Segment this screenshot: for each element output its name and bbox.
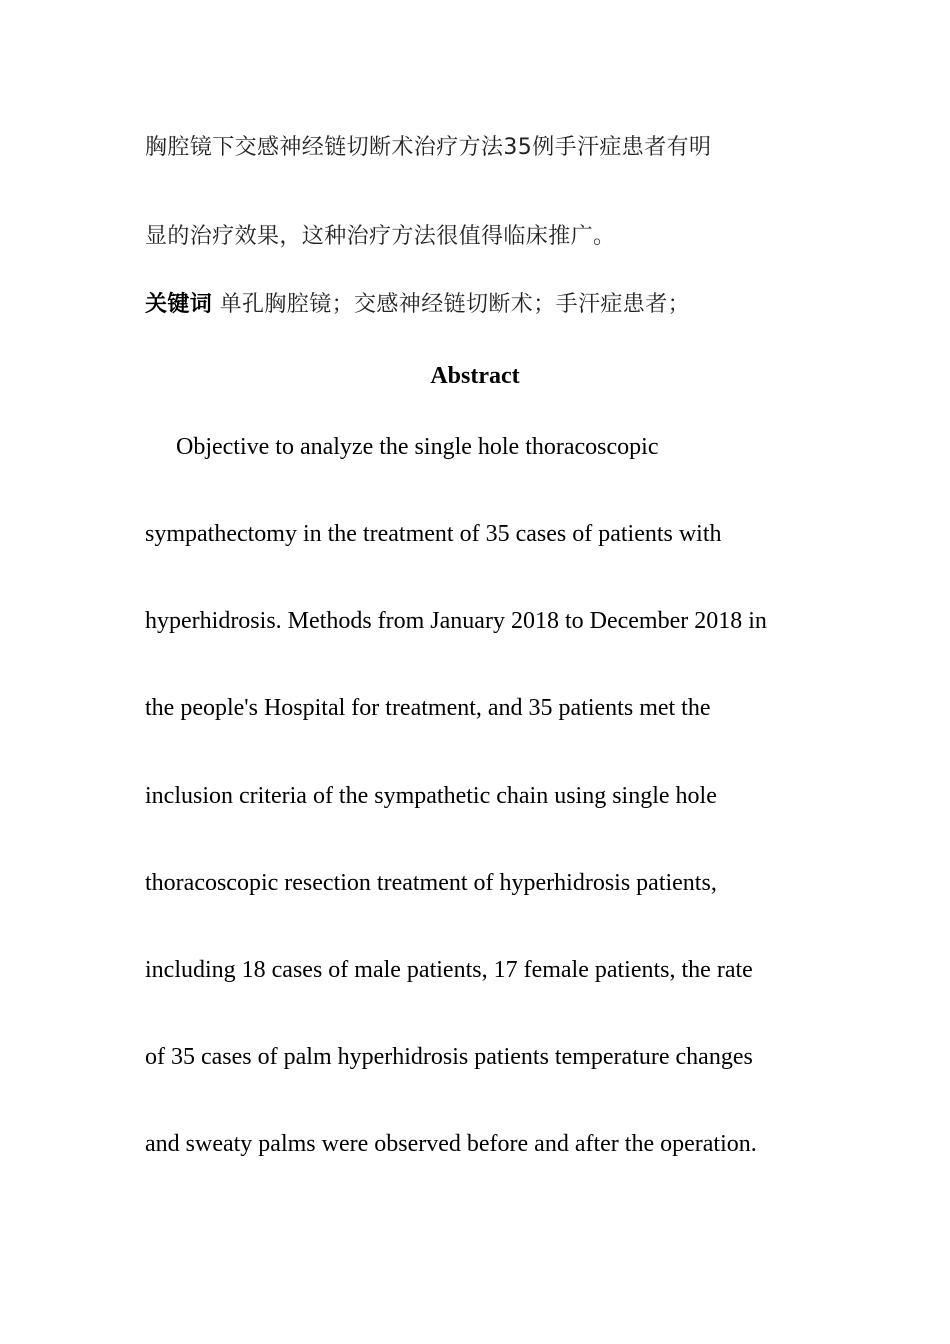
abstract-line: inclusion criteria of the sympathetic chain using single hole	[145, 783, 717, 809]
abstract-line: sympathectomy in the treatment of 35 cases of patients with	[145, 521, 722, 547]
abstract-line: the people's Hospital for treatment, and 35 patients met the	[145, 695, 711, 721]
keywords-text: 单孔胸腔镜；交感神经链切断术；手汗症患者；	[219, 292, 691, 317]
chinese-abstract-line: 胸腔镜下交感神经链切断术治疗方法35例手汗症患者有明	[145, 135, 712, 160]
abstract-line: and sweaty palms were observed before and after the operation.	[145, 1131, 757, 1157]
abstract-line: including 18 cases of male patients, 17 female patients, the rate	[145, 957, 753, 983]
chinese-abstract-line: 显的治疗效果，这种治疗方法很值得临床推广。	[145, 224, 616, 249]
abstract-line: of 35 cases of palm hyperhidrosis patients temperature changes	[145, 1044, 753, 1070]
abstract-line: hyperhidrosis. Methods from January 2018 to December 2018 in	[145, 608, 767, 634]
keywords-line	[145, 291, 690, 319]
abstract-heading: Abstract	[430, 363, 520, 389]
keywords-label: 关键词	[145, 292, 213, 317]
abstract-line: Objective to analyze the single hole thoracoscopic	[176, 434, 659, 460]
abstract-line: thoracoscopic resection treatment of hyperhidrosis patients,	[145, 870, 717, 896]
